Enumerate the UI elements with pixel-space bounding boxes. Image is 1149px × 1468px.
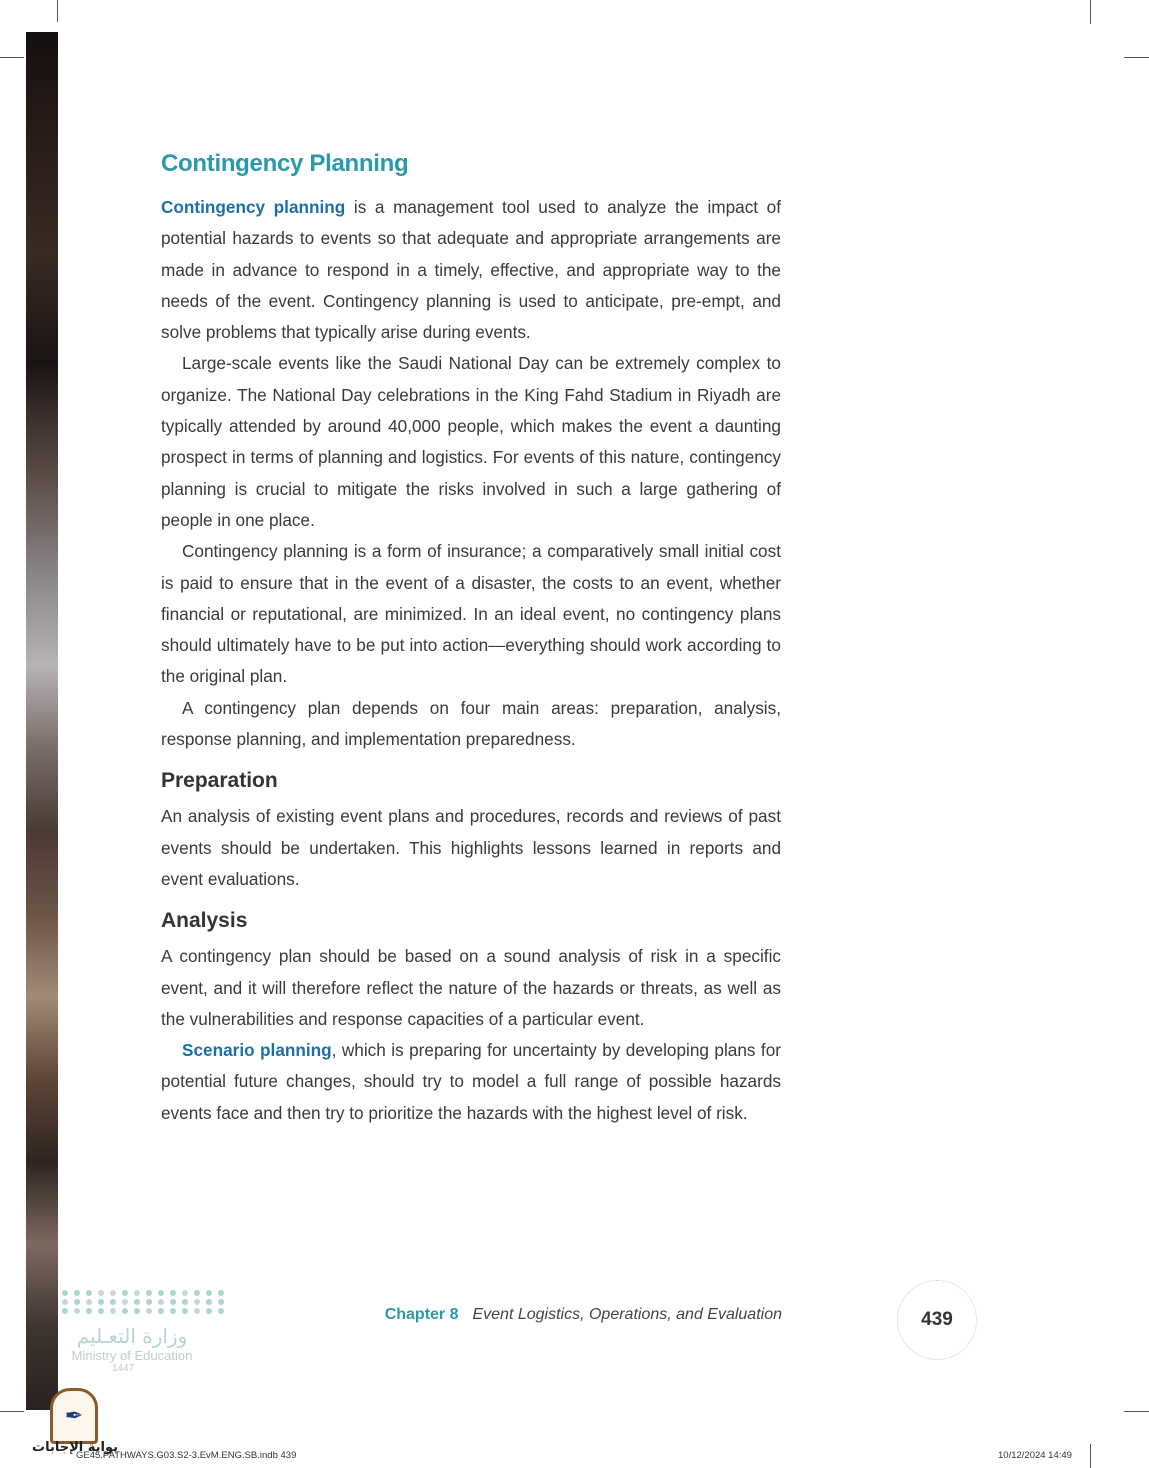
logo-year: 1447	[112, 1363, 135, 1374]
logo-english-text: Ministry of Education	[71, 1348, 193, 1363]
keyword-term: Contingency planning	[161, 197, 346, 217]
print-slug-date: 10/12/2024 14:49	[998, 1450, 1072, 1461]
paragraph-text: is a management tool used to analyze the impact of potential hazards to events so that adequate and appropriate arrangements are made in advance to respond in a timely, effective, and appropriate way to the needs of the event. Contingency planning is used to anticipate, pre-empt, and solve problems that typically arise during events.	[161, 197, 782, 343]
crop-mark	[0, 57, 24, 58]
subheading-analysis: Analysis	[161, 909, 248, 933]
ministry-logo	[62, 1290, 202, 1374]
logo-arabic-text: وزارة التعـليم	[76, 1324, 188, 1348]
crop-mark	[57, 0, 58, 22]
print-slug-file: GE45.PATHWAYS.G03.S2-3.EvM.ENG.SB.indb 439	[76, 1450, 297, 1461]
pen-icon: ✒	[64, 1403, 84, 1428]
paragraph: A contingency plan depends on four main areas: preparation, analysis, response planning, and implementation preparedness.	[161, 697, 781, 750]
pen-badge-icon	[50, 1388, 98, 1444]
paragraph: An analysis of existing event plans and procedures, records and reviews of past events should be undertaken. This highlights lessons learned in reports and event evaluations.	[161, 806, 781, 889]
left-photo-strip	[26, 32, 58, 1410]
page-content	[161, 150, 781, 1129]
crop-mark	[0, 1411, 24, 1412]
subheading-preparation: Preparation	[161, 769, 278, 793]
crop-mark	[1124, 1411, 1149, 1412]
badge-label: بوابة الإجابات	[32, 1440, 118, 1455]
paragraph: A contingency plan should be based on a sound analysis of risk in a specific event, and it will therefore reflect the nature of the hazards or threats, as well as the vulnerabilities and response capacities of a particular event.	[161, 946, 781, 1029]
paragraph-text: , which is preparing for uncertainty by developing plans for potential future changes, should try to model a full range of possible hazards events face and then try to prioritize the hazards with the highest level of risk.	[161, 1040, 781, 1123]
paragraph: Large-scale events like the Saudi National Day can be extremely complex to organize. The National Day celebrations in the King Fahd Stadium in Riyadh are typically attended by around 40,000 people, which makes the event a daunting prospect in terms of planning and logistics. For events of this nature, contingency planning is crucial to mitigate the risks involved in such a large gathering of people in one place.	[161, 353, 781, 530]
page-number-circle	[897, 1280, 977, 1360]
footer-title: Event Logistics, Operations, and Evaluation	[472, 1306, 782, 1323]
paragraph	[161, 192, 781, 348]
paragraph	[161, 1035, 781, 1129]
crop-mark	[1090, 0, 1091, 24]
footer-chapter: Chapter 8	[384, 1306, 459, 1323]
page-number: 439	[921, 1309, 953, 1330]
logo-dots-icon	[62, 1290, 202, 1314]
crop-mark	[1090, 1444, 1091, 1468]
paragraph: Contingency planning is a form of insurance; a comparatively small initial cost is paid to ensure that in the event of a disaster, the costs to an event, whether financial or reputational, are minimized. In an ideal event, no contingency plans should ultimately have to be put into action—everything should work according to the original plan.	[161, 541, 781, 687]
crop-mark	[1124, 57, 1149, 58]
running-footer	[370, 1306, 782, 1324]
keyword-term: Scenario planning	[182, 1040, 332, 1061]
section-title: Contingency Planning	[161, 150, 409, 177]
